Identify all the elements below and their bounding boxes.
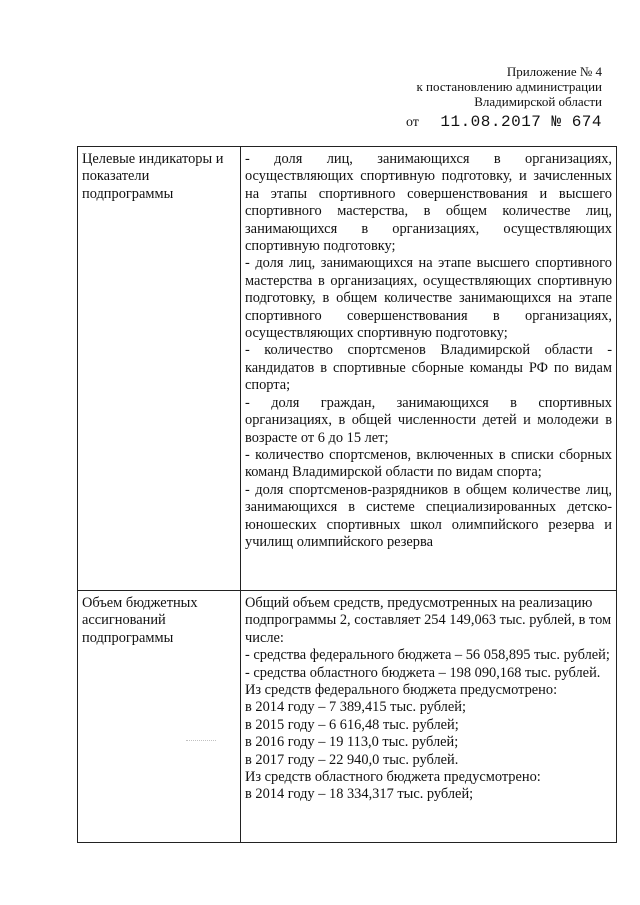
- indicators-label: Целевые индикаторы и показатели подпрограммы: [82, 151, 224, 202]
- indicator-item: - количество спортсменов Владимирской области - кандидатов в спортивные сборные команды РФ по видам спорта;: [245, 342, 612, 394]
- indicators-label-cell: [78, 147, 241, 591]
- appendix-region: Владимирской области: [474, 94, 602, 109]
- budget-item: в 2015 году – 6 616,48 тыс. рублей;: [245, 716, 459, 733]
- indicator-item: - доля граждан, занимающихся в спортивных организациях, в общей численности детей и молодежи в возрасте от 6 до 15 лет;: [245, 394, 612, 446]
- budget-item: в 2014 году – 18 334,317 тыс. рублей;: [245, 786, 474, 803]
- budget-item: Из средств федерального бюджета предусмотрено:: [245, 682, 558, 699]
- budget-item: Из средств областного бюджета предусмотрено:: [245, 769, 541, 786]
- budget-item: в 2014 году – 7 389,415 тыс. рублей;: [245, 699, 466, 716]
- indicator-item: - доля лиц, занимающихся в организациях, осуществляющих спортивную подготовку, и зачисленных на этапы спортивного совершенствования и высшего спортивного мастерства, в общем количестве лиц, занимающихся в организациях, осуществляющих спортивную подготовку;: [245, 151, 612, 255]
- budget-item: Общий объем средств, предусмотренных на реализацию подпрограммы 2, составляет 254 149,063 тыс. рублей, в том числе:: [245, 595, 612, 646]
- date-prefix: от: [405, 115, 419, 130]
- budget-item: в 2017 году – 22 940,0 тыс. рублей.: [245, 751, 459, 768]
- table-row-budget: [78, 591, 617, 843]
- budget-item: - средства федерального бюджета – 56 058,895 тыс. рублей;: [245, 647, 610, 664]
- budget-label-cell: [78, 591, 241, 843]
- date-stamp: 11.08.2017 № 674: [440, 113, 602, 131]
- appendix-date-line: [372, 115, 602, 130]
- indicator-item: - доля спортсменов-разрядников в общем количестве лиц, занимающихся в системе специализированных детско-юношеских спортивных школ олимпийского резерва и училищ олимпийского резерва: [245, 481, 612, 550]
- appendix-header: [372, 64, 602, 130]
- appendix-title: Приложение № 4: [506, 64, 602, 79]
- indicators-content-cell: [241, 147, 617, 591]
- scan-artifact: [186, 740, 216, 747]
- indicator-item: - количество спортсменов, включенных в списки сборных команд Владимирской области по видам спорта;: [245, 446, 612, 481]
- appendix-subtitle: к постановлению администрации: [416, 79, 602, 94]
- budget-content-cell: [241, 591, 617, 843]
- budget-label: Объем бюджетных ассигнований подпрограммы: [82, 595, 198, 646]
- subprogram-passport-table: [77, 146, 617, 843]
- budget-item: - средства областного бюджета – 198 090,168 тыс. рублей.: [245, 664, 601, 681]
- indicator-item: - доля лиц, занимающихся на этапе высшего спортивного мастерства в организациях, осуществляющих спортивную подготовку, в общем количестве занимающихся на этапе спортивного совершенствования в организациях, осуществляющих спортивную подготовку;: [245, 255, 612, 342]
- budget-item: в 2016 году – 19 113,0 тыс. рублей;: [245, 734, 459, 751]
- table-row-indicators: [78, 147, 617, 591]
